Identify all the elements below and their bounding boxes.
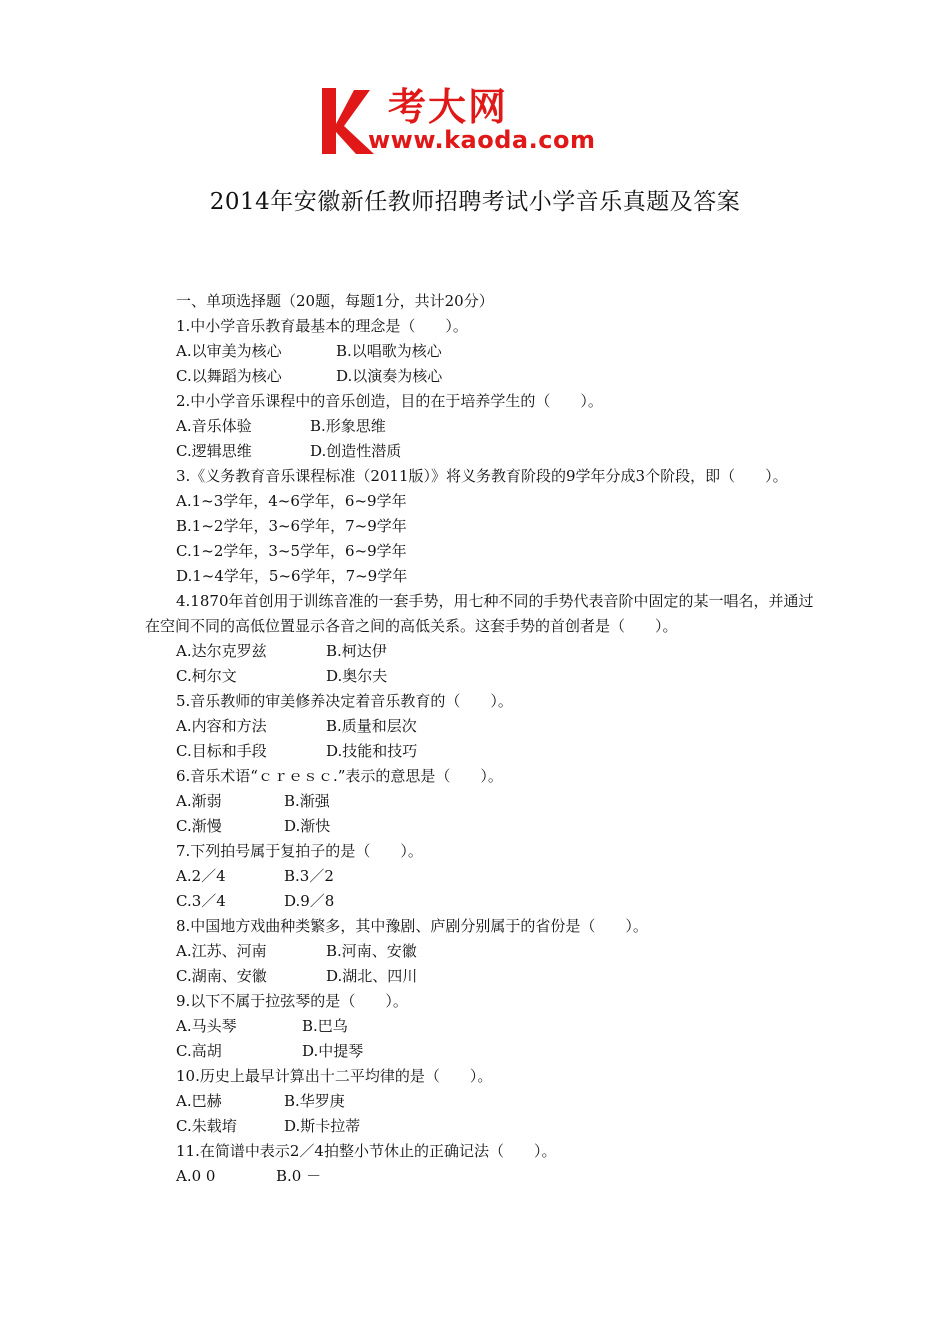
option-row (145, 414, 815, 439)
option-row (145, 814, 815, 839)
question-stem: 10.历史上最早计算出十二平均律的是（ ）。 (176, 1067, 493, 1085)
question-stem: 1.中小学音乐教育最基本的理念是（ ）。 (176, 317, 468, 335)
answer-option: A.2／4 (176, 867, 226, 885)
answer-option: B.1~2学年，3~6学年，7~9学年 (176, 517, 407, 535)
answer-option: A.达尔克罗兹 (176, 642, 267, 660)
answer-option: C.以舞蹈为核心 (176, 367, 282, 385)
question-stem: 6.音乐术语“ｃｒｅｓｃ.”表示的意思是（ ）。 (176, 767, 503, 785)
logo-url-text: www.kaoda.com (368, 126, 596, 154)
answer-option: A.巴赫 (176, 1092, 222, 1110)
answer-option: B.3／2 (284, 867, 334, 885)
option-row (145, 339, 815, 364)
option-row (145, 489, 815, 514)
option-row (145, 1039, 815, 1064)
question-stem: 8.中国地方戏曲种类繁多，其中豫剧、庐剧分别属于的省份是（ ）。 (176, 917, 648, 935)
answer-option: B.渐强 (284, 792, 330, 810)
option-row (145, 964, 815, 989)
option-row (145, 739, 815, 764)
answer-option: B.以唱歌为核心 (336, 342, 442, 360)
answer-option: A.1~3学年，4~6学年，6~9学年 (176, 492, 407, 510)
option-row (145, 789, 815, 814)
answer-option: D.技能和技巧 (326, 742, 418, 760)
exam-content (145, 289, 815, 1189)
option-row (145, 664, 815, 689)
answer-option: A.0 0 (176, 1167, 216, 1185)
answer-option: A.江苏、河南 (176, 942, 267, 960)
answer-option: C.逻辑思维 (176, 442, 252, 460)
answer-option: A.内容和方法 (176, 717, 267, 735)
option-row (145, 364, 815, 389)
answer-option: D.中提琴 (302, 1042, 364, 1060)
answer-option: B.质量和层次 (326, 717, 417, 735)
option-row (145, 1089, 815, 1114)
answer-option: A.以审美为核心 (176, 342, 282, 360)
question-stem: 7.下列拍号属于复拍子的是（ ）。 (176, 842, 423, 860)
question-stem: 5.音乐教师的审美修养决定着音乐教育的（ ）。 (176, 692, 513, 710)
option-row (145, 1114, 815, 1139)
answer-option: C.湖南、安徽 (176, 967, 267, 985)
question-stem: 9.以下不属于拉弦琴的是（ ）。 (176, 992, 408, 1010)
answer-option: A.马头琴 (176, 1017, 237, 1035)
answer-option: D.以演奏为核心 (336, 367, 443, 385)
option-row (145, 939, 815, 964)
option-row (145, 714, 815, 739)
answer-option: B.0 － (276, 1167, 322, 1185)
option-row (145, 564, 815, 589)
logo-brand-text: 考大网 (388, 85, 509, 129)
question-list (145, 314, 815, 1189)
option-row (145, 539, 815, 564)
answer-option: C.目标和手段 (176, 742, 267, 760)
answer-option: D.9／8 (284, 892, 335, 910)
option-row (145, 889, 815, 914)
answer-option: A.音乐体验 (176, 417, 252, 435)
answer-option: D.创造性潜质 (310, 442, 402, 460)
answer-option: D.斯卡拉蒂 (284, 1117, 361, 1135)
option-row (145, 864, 815, 889)
answer-option: B.形象思维 (310, 417, 386, 435)
answer-option: B.柯达伊 (326, 642, 387, 660)
answer-option: A.渐弱 (176, 792, 222, 810)
question-stem: 2.中小学音乐课程中的音乐创造，目的在于培养学生的（ ）。 (176, 392, 603, 410)
answer-option: D.奥尔夫 (326, 667, 388, 685)
answer-option: D.湖北、四川 (326, 967, 418, 985)
question-stem: 11.在简谱中表示2／4拍整小节休止的正确记法（ ）。 (176, 1142, 557, 1160)
document-title: 2014年安徽新任教师招聘考试小学音乐真题及答案 (209, 189, 741, 215)
option-row (145, 1164, 815, 1189)
question-stem: 4.1870年首创用于训练音准的一套手势，用七种不同的手势代表音阶中固定的某一唱名，并通过在空间不同的高低位置显示各音之间的高低关系。这套手势的首创者是（ ）。 (145, 592, 814, 635)
option-row (145, 1014, 815, 1039)
answer-option: D.1~4学年，5~6学年，7~9学年 (176, 567, 408, 585)
answer-option: B.河南、安徽 (326, 942, 417, 960)
answer-option: C.高胡 (176, 1042, 222, 1060)
answer-option: C.3／4 (176, 892, 226, 910)
option-row (145, 514, 815, 539)
option-row (145, 639, 815, 664)
answer-option: B.华罗庚 (284, 1092, 345, 1110)
answer-option: C.柯尔文 (176, 667, 237, 685)
answer-option: C.渐慢 (176, 817, 222, 835)
question-stem: 3.《义务教育音乐课程标准（2011版）》将义务教育阶段的9学年分成3个阶段，即（ ）。 (176, 467, 788, 485)
answer-option: C.1~2学年，3~5学年，6~9学年 (176, 542, 407, 560)
answer-option: C.朱载堉 (176, 1117, 237, 1135)
answer-option: B.巴乌 (302, 1017, 348, 1035)
answer-option: D.渐快 (284, 817, 331, 835)
section-header: 一、单项选择题（20题，每题1分，共计20分） (176, 292, 494, 310)
option-row (145, 439, 815, 464)
kaoda-logo (318, 82, 638, 162)
